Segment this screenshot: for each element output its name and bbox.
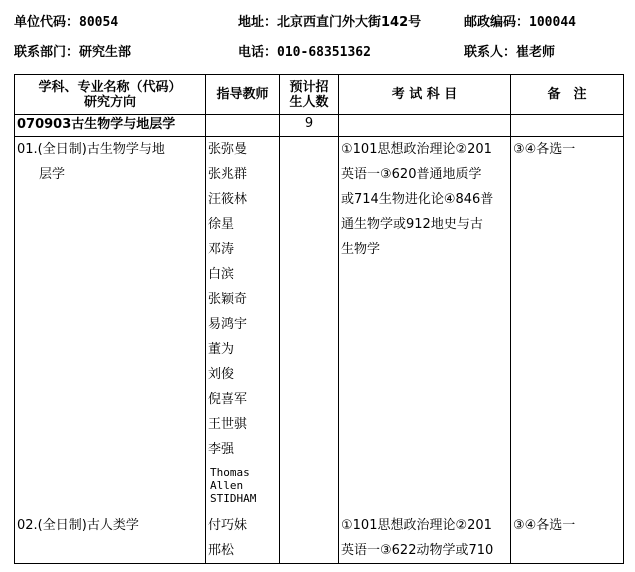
direction-02 — [15, 513, 206, 564]
advisor: 李强 — [208, 442, 235, 457]
quota-value: 9 — [280, 115, 339, 137]
phone-value: 010-68351362 — [277, 45, 371, 60]
col-advisor-header: 指导教师 — [206, 75, 280, 115]
advisor-en-line: STIDHAM — [210, 492, 257, 505]
quota-cell-01 — [280, 137, 339, 514]
section-title: 070903古生物学与地层学 — [15, 115, 206, 137]
advisor: 易鸿宇 — [208, 317, 248, 332]
postcode-value: 100044 — [529, 15, 576, 30]
advisor: 张弥曼 — [208, 142, 248, 157]
unit-code — [14, 11, 118, 30]
col-quota-header — [280, 75, 339, 115]
postcode-label: 邮政编码： — [464, 15, 530, 30]
advisor-en — [206, 462, 279, 513]
advisors-01 — [206, 137, 280, 514]
contact-label: 联系人： — [464, 45, 517, 60]
col-note-header: 备 注 — [511, 75, 624, 115]
quota-cell-02 — [280, 513, 339, 564]
direction-02-line1: 02.(全日制)古人类学 — [17, 518, 139, 533]
exam-line: ①101思想政治理论②201 — [341, 518, 492, 533]
unit-code-value: 80054 — [79, 15, 119, 30]
exam-line: 或714生物进化论④846普 — [341, 192, 494, 207]
advisors-02 — [206, 513, 280, 564]
col-exam-header: 考 试 科 目 — [339, 75, 511, 115]
exam-subjects-01 — [339, 137, 511, 514]
unit-code-label: 单位代码： — [14, 15, 80, 30]
exam-line: 英语一③620普通地质学 — [341, 167, 482, 182]
exam-line: 生物学 — [341, 242, 381, 257]
catalog-table — [14, 74, 624, 564]
address-value: 北京西直门外大街142号 — [277, 15, 422, 30]
advisor: 董为 — [208, 342, 235, 357]
advisor: 刘俊 — [208, 367, 235, 382]
address — [238, 11, 421, 30]
advisor: 白滨 — [208, 267, 235, 282]
postcode — [464, 11, 576, 30]
contact — [464, 41, 555, 60]
advisor-en-line: Allen — [210, 479, 244, 492]
section-exam-cell — [339, 115, 511, 137]
direction-01-line1: 01.(全日制)古生物学与地 — [17, 142, 165, 157]
advisor: 张颖奇 — [208, 292, 248, 307]
note-02: ③④各选一 — [511, 513, 624, 564]
section-advisor-cell — [206, 115, 280, 137]
col-quota-line1: 预计招 — [289, 79, 329, 95]
advisor: 倪喜军 — [208, 392, 248, 407]
exam-line: 英语一③622动物学或710 — [341, 543, 494, 558]
note-01: ③④各选一 — [511, 137, 624, 514]
exam-line: 通生物学或912地史与古 — [341, 217, 483, 232]
advisor-en-line: Thomas — [210, 466, 250, 479]
phone-label: 电话： — [238, 45, 278, 60]
contact-value: 崔老师 — [516, 45, 556, 60]
department-label: 联系部门： — [14, 45, 80, 60]
advisor: 邢松 — [208, 543, 235, 558]
advisor: 王世骐 — [208, 417, 248, 432]
advisor: 付巧妹 — [208, 518, 248, 533]
table-row — [15, 137, 624, 514]
department — [14, 41, 131, 60]
col-quota-line2: 生人数 — [289, 94, 329, 110]
exam-line: ①101思想政治理论②201 — [341, 142, 492, 157]
phone — [238, 41, 371, 60]
table-row — [15, 513, 624, 564]
col-subject-header — [15, 75, 206, 115]
direction-01-line2: 层学 — [39, 167, 66, 182]
department-value: 研究生部 — [79, 45, 132, 60]
advisor: 汪筱林 — [208, 192, 248, 207]
col-subject-line1: 学科、专业名称（代码） — [38, 79, 182, 95]
exam-subjects-02 — [339, 513, 511, 564]
advisor: 张兆群 — [208, 167, 248, 182]
section-row — [15, 115, 624, 137]
direction-01 — [15, 137, 206, 514]
section-note-cell — [511, 115, 624, 137]
table-header-row — [15, 75, 624, 115]
advisor: 徐星 — [208, 217, 235, 232]
advisor: 邓涛 — [208, 242, 235, 257]
col-subject-line2: 研究方向 — [83, 94, 136, 110]
address-label: 地址： — [238, 15, 278, 30]
